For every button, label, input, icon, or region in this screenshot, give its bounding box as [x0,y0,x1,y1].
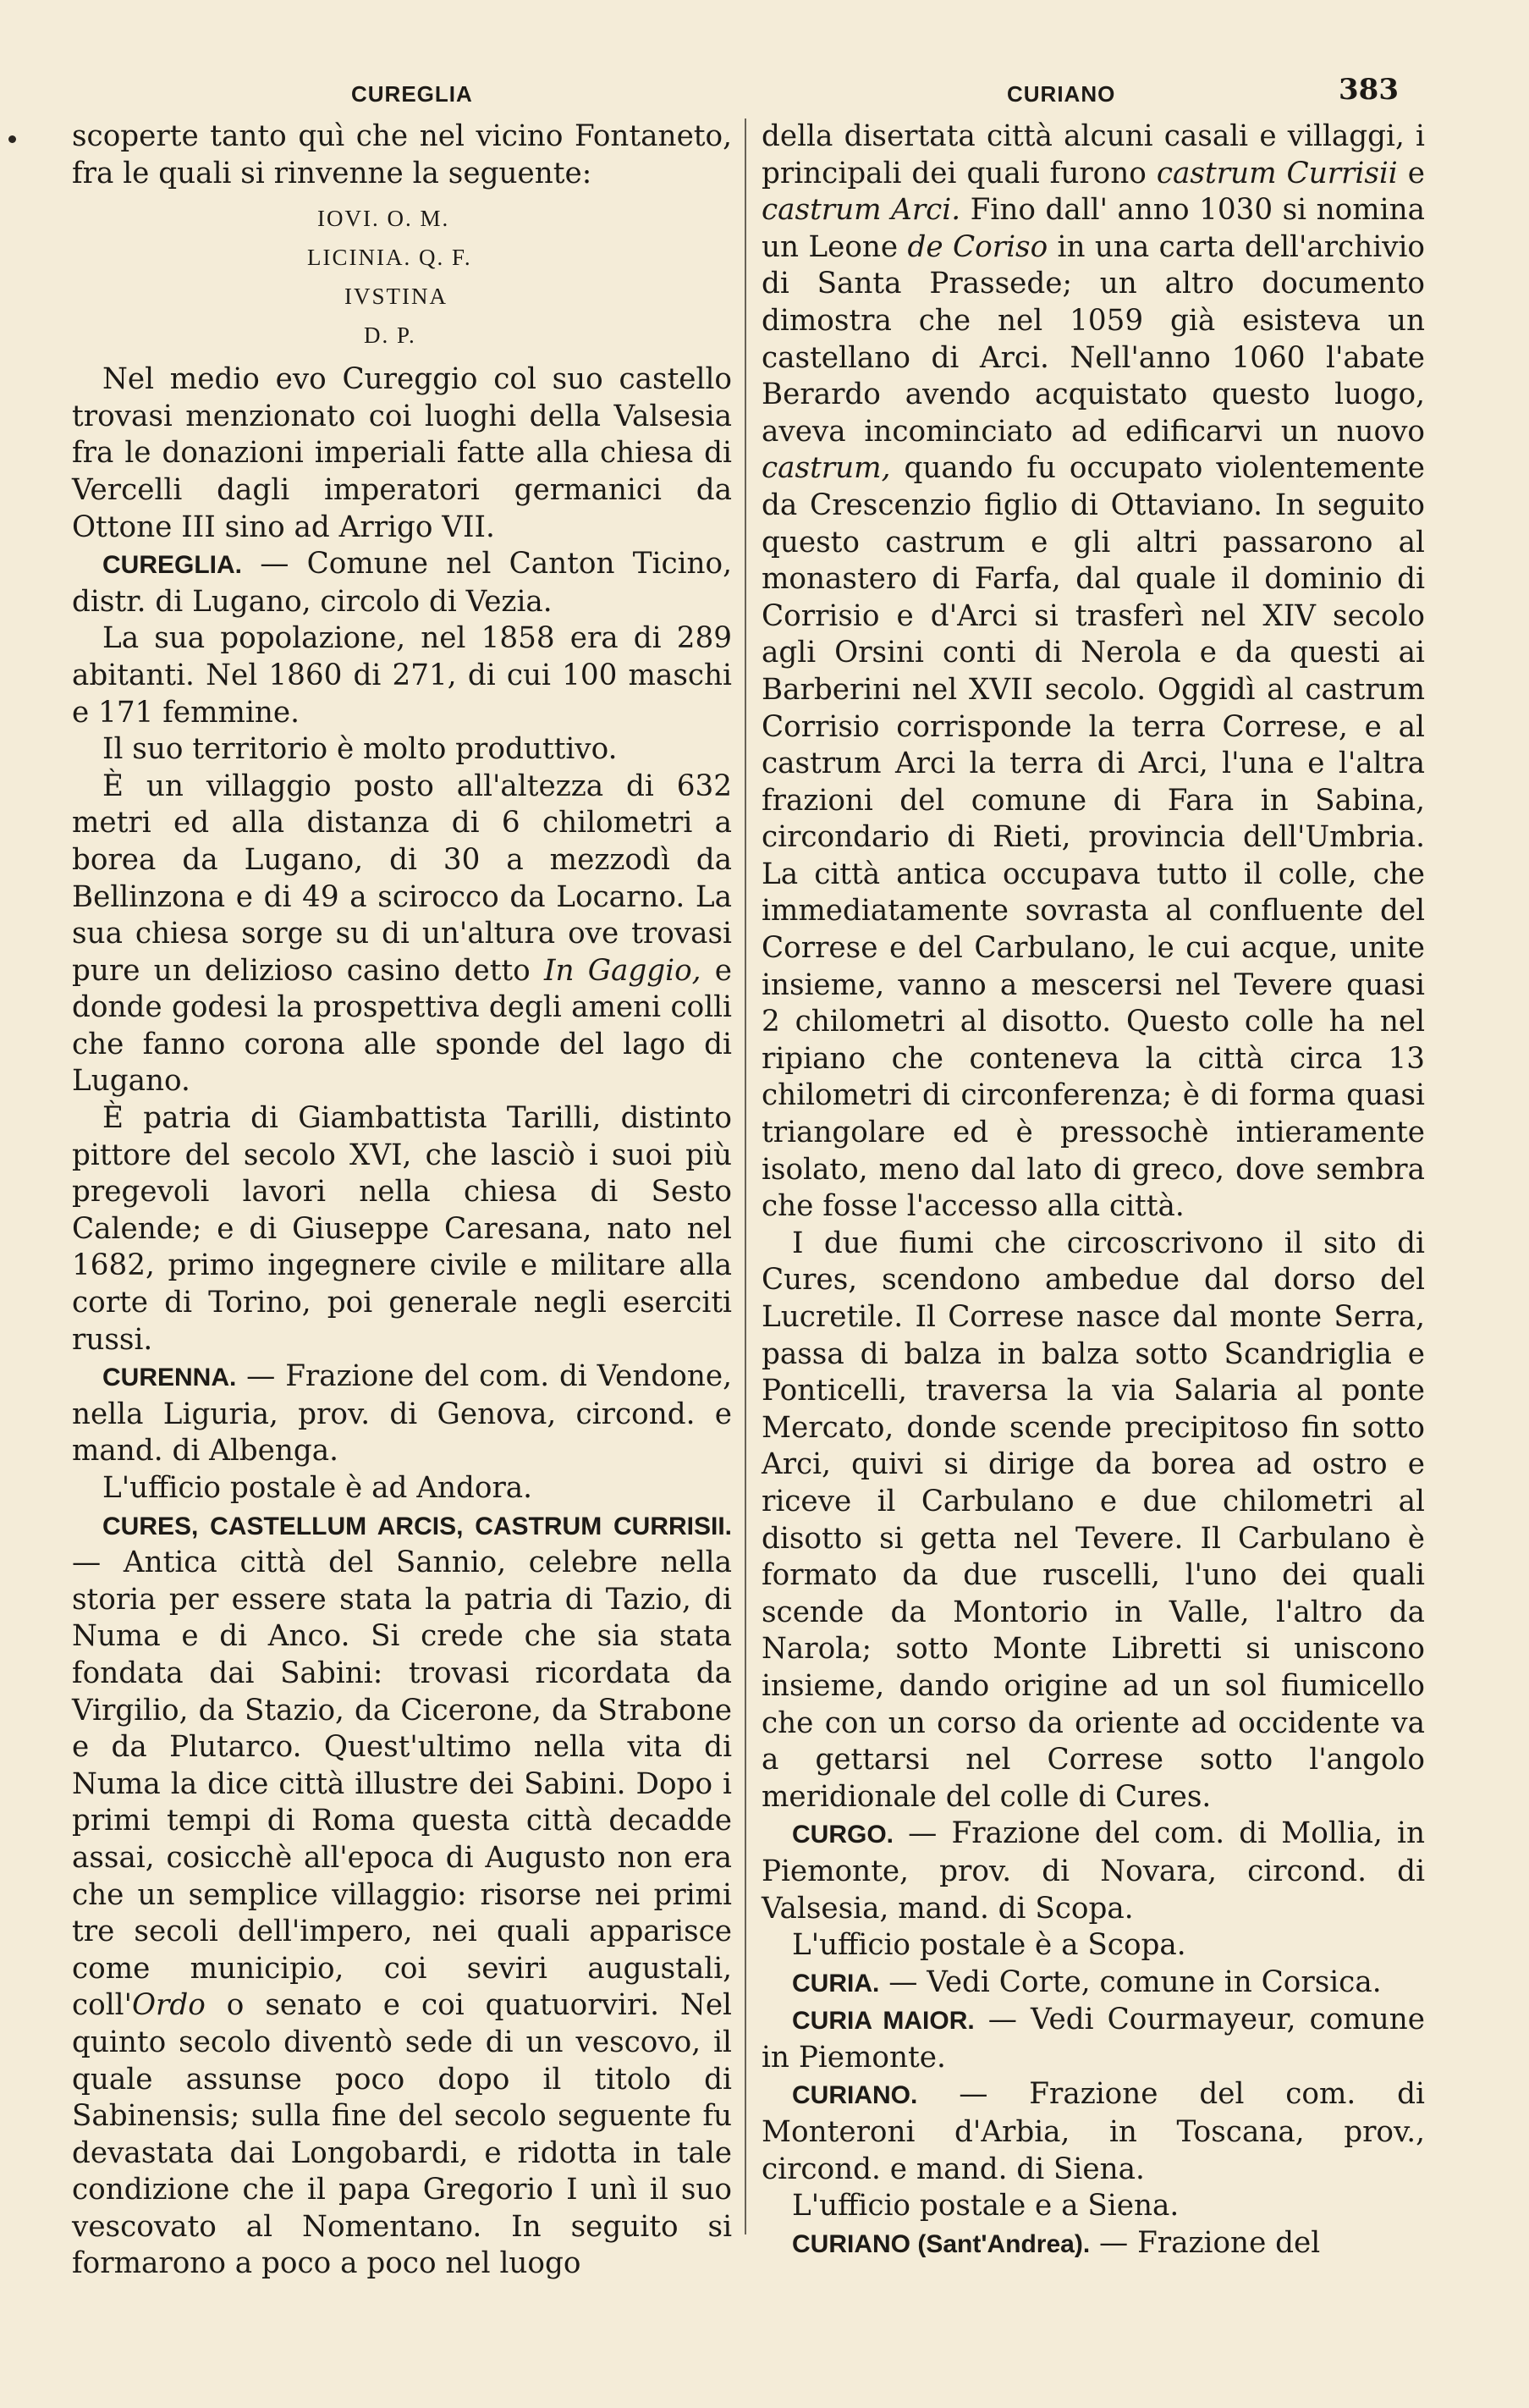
entry-term: CURENNA. [102,1364,237,1392]
italic-run: Ordo [132,1988,206,2023]
epigraph-line: IOVI. O. M. [317,206,450,232]
italic-run: de Coriso [907,229,1048,264]
paragraph: I due fiumi che circoscrivono il sito di Cures, scendono ambedue dal dorso del Lucretile. Il Correse nasce dal monte Serra, passa di balza in balza sotto Scandriglia e Ponticelli, traversa la via Salaria al ponte Mercato, donde scende precipitoso fin sotto Arci, quivi si dirige da borea ad ostro e riceve il Carbulano e due chilometri al disotto si getta nel Tevere. Il Carbulano è formato da due ruscelli, l'uno dei quali scende da Montorio in Valle, l'altro da Narola; sotto Monte Libretti si uniscono insieme, dando origine ad un sol fiumicello che con un corso da oriente ad occidente va a gettarsi nel Correse sotto l'angolo meridionale del colle di Cures. [762,1226,1425,1814]
epigraph-line: IVSTINA [344,284,448,310]
right-column [762,118,1425,2262]
entry-cureglia [72,546,732,620]
page-number: 383 [1339,73,1399,107]
paragraph: L'ufficio postale e a Siena. [792,2189,1180,2223]
left-column [72,118,732,2283]
paragraph [72,769,732,1100]
entry-curenna [72,1358,732,1470]
italic-run: castrum Arci. [762,193,961,228]
entry-text: — Vedi Corte, comune in Corsica. [879,1964,1382,1999]
paragraph: È patria di Giambattista Tarilli, distinto pittore del secolo XVI, che lasciò i suoi più pregevoli lavori nella chiesa di Sesto Calende; e di Giuseppe Caresana, nato nel 1682, primo ingegnere civile e militare alla corte di Torino, poi generale negli eserciti russi. [72,1101,732,1357]
entry-text: — Comune nel Canton Ticino, distr. di Lugano, circolo di Vezia. [72,547,732,619]
text-run: e [1397,156,1425,190]
italic-run: In Gaggio, [543,953,701,988]
paragraph: scoperte tanto quì che nel vicino Fontaneto, fra le quali si rinvenne la seguente: [72,119,732,190]
entry-term: CUREGLIA. [102,551,242,580]
italic-run: castrum, [762,451,891,486]
epigraph-line: LICINIA. Q. F. [307,245,472,271]
entry-text: — Frazione del com. di Vendone, nella Liguria, prov. di Genova, circond. e mand. di Albenga. [72,1359,732,1468]
column-divider [745,118,746,2234]
entry-curiano [762,2076,1425,2188]
epigraph-line: D. P. [364,322,416,349]
text-run: Fino dall' anno 1030 si nomina un Leone [762,193,1425,264]
entry-curia [762,1964,1425,2003]
epigraph [72,199,732,355]
paragraph: L'ufficio postale è ad Andora. [102,1471,533,1505]
entry-text: — Antica città del Sannio, celebre nella storia per essere stata la patria di Tazio, di Numa e di Anco. Si crede che sia stata fondata dai Sabini: trovasi ricordata da Virgilio, da Stazio, da Cicerone, da Strabone e da Plutarco. Quest'ultimo nella vita di Numa la dice città illustre dei Sabini. Dopo i primi tempi di Roma questa città decadde assai, cosicchè all'epoca di Augusto non era che un semplice villaggio: risorse nei primi tre secoli dell'impero, nei quali apparisce come municipio, coi seviri augustali, coll' [72,1546,732,2023]
paragraph [762,118,1425,1226]
text-run: in una carta dell'archivio di Santa Prassede; un altro documento dimostra che nel 1059 già esisteva un castellano di Arci. Nell'anno 1060 l'abate Berardo avendo acquistato questo luogo, aveva incominciato ad edificarvi un nuovo [762,229,1425,449]
running-header-right: CURIANO [1007,81,1116,107]
entry-curia-maior [762,2002,1425,2076]
entry-curiano-santandrea [762,2225,1425,2263]
margin-dot [8,135,16,143]
paragraph: La sua popolazione, nel 1858 era di 289 abitanti. Nel 1860 di 271, di cui 100 maschi e 171 femmine. [72,621,732,730]
italic-run: castrum Currisii [1156,156,1398,190]
entry-text: o senato e coi quatuorviri. Nel quinto secolo diventò sede di un vescovo, il quale assunse poco dopo il titolo di Sabinensis; sulla fine del secolo seguente fu devastata dai Longobardi, e ridotta in tale condizione che il papa Gregorio I unì il suo vescovato al Nomentano. In seguito si formarono a poco a poco nel luogo [72,1988,732,2281]
entry-text: — Frazione del com. di Mollia, in Piemonte, prov. di Novara, circond. di Valsesia, mand. di Scopa. [762,1816,1425,1926]
running-header-left: CUREGLIA [351,81,473,107]
paragraph: Nel medio evo Cureggio col suo castello trovasi menzionato coi luoghi della Valsesia fra le donazioni imperiali fatte alla chiesa di Vercelli dagli imperatori germanici da Ottone III sino ad Arrigo VII. [72,362,732,544]
entry-term: CURES, CASTELLUM ARCIS, CASTRUM CURRISII. [102,1512,732,1540]
entry-cures [72,1507,732,2283]
entry-text: — Vedi Courmayeur, comune in Piemonte. [762,2003,1425,2075]
entry-text: — Frazione del [1090,2225,1321,2260]
entry-curgo [762,1816,1425,1927]
entry-term: CURIA MAIOR. [792,2007,975,2036]
text-run: È un villaggio posto all'altezza di 632 metri ed alla distanza di 6 chilometri a borea da Lugano, di 30 a mezzodì da Bellinzona e di 49 a scirocco da Locarno. La sua chiesa sorge su di un'altura ove trovasi pure un delizioso casino detto [72,769,732,988]
entry-term: CURIANO (Sant'Andrea). [792,2229,1091,2258]
text-run: e donde godesi la prospettiva degli ameni colli che fanno corona alle sponde del lago di Lugano. [72,953,732,1099]
entry-term: CURGO. [792,1821,894,1849]
entry-term: CURIA. [792,1969,880,1997]
text-run: della disertata città alcuni casali e villaggi, i principali dei quali furono [762,119,1425,190]
entry-text: — Frazione del com. di Monteroni d'Arbia, in Toscana, prov., circond. e mand. di Siena. [762,2077,1425,2186]
paragraph: L'ufficio postale è a Scopa. [792,1928,1186,1963]
entry-term: CURIANO. [792,2081,918,2110]
paragraph: Il suo territorio è molto produttivo. [102,732,618,767]
text-run: quando fu occupato violentemente da Crescenzio figlio di Ottaviano. In seguito questo castrum e gli altri passarono al monastero di Farfa, dal quale il dominio di Corrisio e d'Arci si trasferì nel XIV secolo agli Orsini conti di Nerola e da questi ai Barberini nel XVII secolo. Oggidì al castrum Corrisio corrisponde la terra Correse, e al castrum Arci la terra di Arci, l'una e l'altra frazioni del comune di Fara in Sabina, circondario di Rieti, provincia dell'Umbria. La città antica occupava tutto il colle, che immediatamente sovrasta al confluente del Correse e del Carbulano, le cui acque, unite insieme, vanno a mescersi nel Tevere quasi 2 chilometri al disotto. Questo colle ha nel ripiano che conteneva la città circa 13 chilometri di circonferenza; è di forma quasi triangolare ed è pressochè intieramente isolato, meno dal lato di greco, dove sembra che fosse l'accesso alla città. [762,451,1425,1224]
